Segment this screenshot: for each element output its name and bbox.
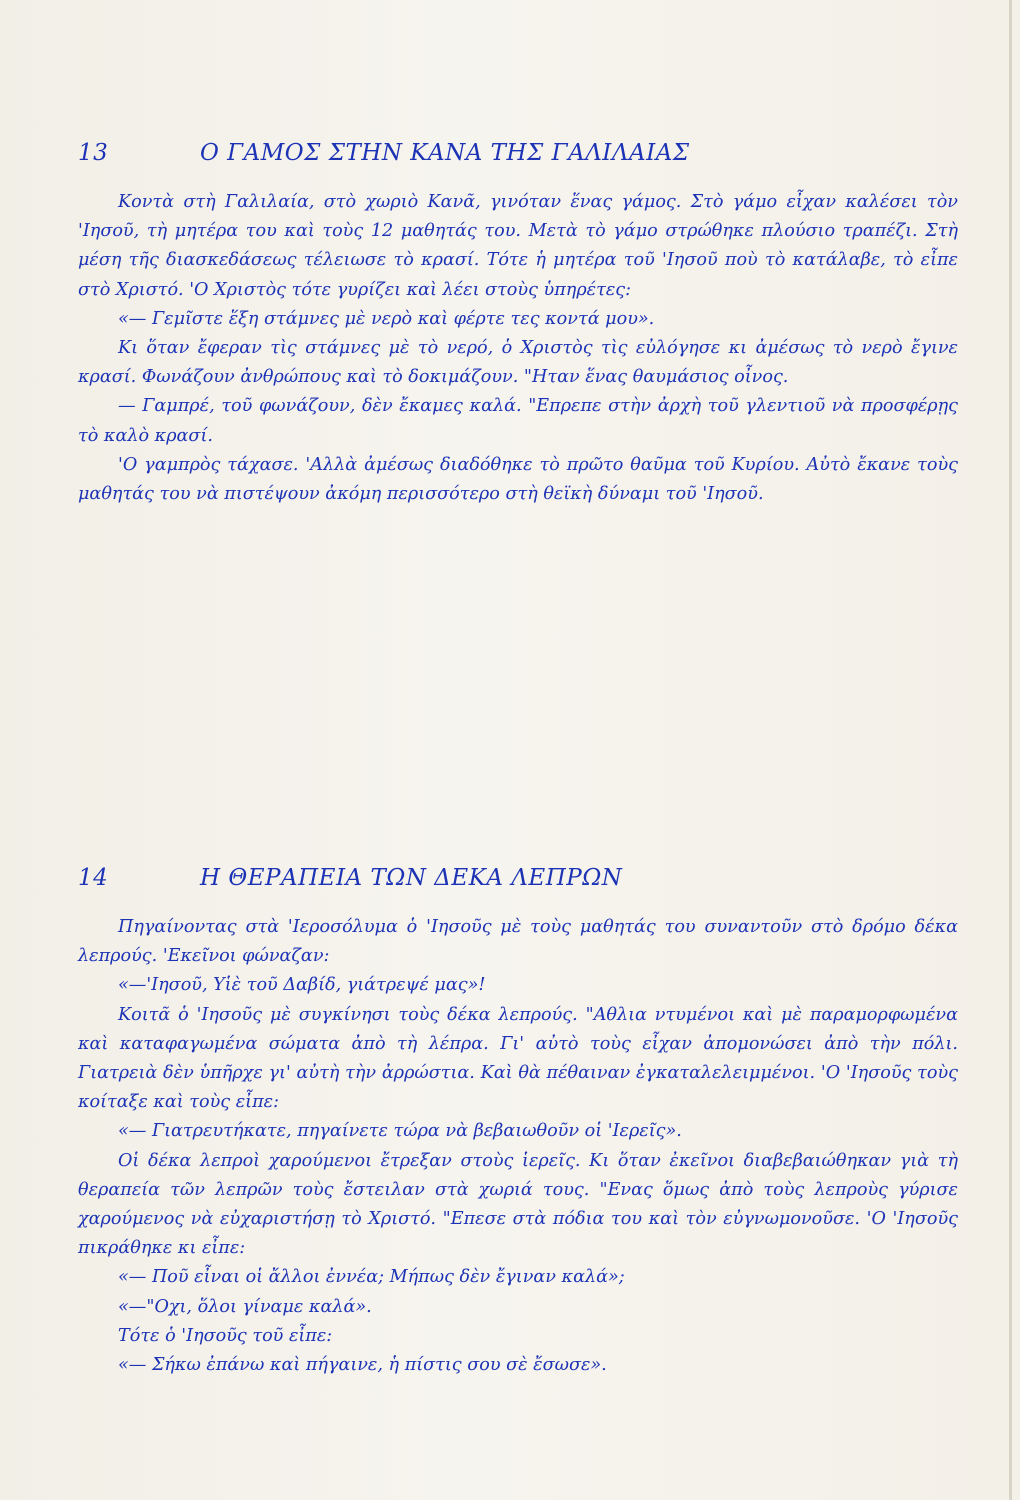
paragraph: «—"Οχι, ὅλοι γίναμε καλά». — [118, 1296, 372, 1317]
paragraph: Πηγαίνοντας στὰ 'Ιεροσόλυμα ὁ 'Ιησοῦς μὲ τοὺς μαθητάς του συναντοῦν στὸ δρόμο δέκα λεπρούς. 'Εκεῖνοι φώναζαν: — [78, 917, 958, 967]
page-edge — [1009, 0, 1012, 1500]
section-heading — [78, 865, 958, 905]
paragraph: «— Γιατρευτήκατε, πηγαίνετε τώρα νὰ βεβαιωθοῦν οἱ 'Ιερεῖς». — [118, 1121, 682, 1142]
paragraph: — Γαμπρέ, τοῦ φωνάζουν, δὲν ἔκαμες καλά. "Επρεπε στὴν ἀρχὴ τοῦ γλεντιοῦ νὰ προσφέρῃς τὸ καλὸ κρασί. — [78, 396, 958, 446]
paragraph: 'Ο γαμπρὸς τάχασε. 'Αλλὰ ἀμέσως διαδόθηκε τὸ πρῶτο θαῦμα τοῦ Κυρίου. Αὐτὸ ἔκανε τοὺς μαθητάς του νὰ πιστέψουν ἀκόμη περισσότερο στὴ θεϊκὴ δύναμι τοῦ 'Ιησοῦ. — [78, 454, 958, 505]
paragraph: «— Σήκω ἐπάνω καὶ πήγαινε, ἡ πίστις σου σὲ ἔσωσε». — [118, 1355, 607, 1376]
section-title: Ο ΓΑΜΟΣ ΣΤΗΝ ΚΑΝΑ ΤΗΣ ΓΑΛΙΛΑΙΑΣ — [200, 140, 690, 166]
paragraph: «— Γεμῖστε ἕξη στάμνες μὲ νερὸ καὶ φέρτε τες κοντά μου». — [118, 308, 655, 329]
section-number: 13 — [78, 140, 109, 166]
paragraph: Κοιτᾶ ὁ 'Ιησοῦς μὲ συγκίνησι τοὺς δέκα λεπρούς. "Αθλια ντυμένοι καὶ μὲ παραμορφωμένα καὶ καταφαγωμένα σώματα ἀπὸ τὴ λέπρα. Γι' αὐτὸ τοὺς εἶχαν ἀπομονώσει ἀπὸ τὴν πόλι. Γιατρειὰ δὲν ὑπῆρχε γι' αὐτὴ τὴν ἀρρώστια. Καὶ θὰ πέθαιναν ἐγκαταλελειμμένοι. 'Ο 'Ιησοῦς τοὺς κοίταξε καὶ τοὺς εἶπε: — [78, 1004, 958, 1113]
paragraph: Τότε ὁ 'Ιησοῦς τοῦ εἶπε: — [118, 1325, 333, 1346]
section-body — [78, 913, 958, 1380]
section-ten-lepers — [78, 865, 958, 1380]
paragraph: Οἱ δέκα λεπροὶ χαρούμενοι ἔτρεξαν στοὺς ἱερεῖς. Κι ὅταν ἐκεῖνοι διαβεβαιώθηκαν γιὰ τὴ θεραπεία τῶν λεπρῶν τοὺς ἔστειλαν στὰ χωριά τους. "Ενας ὅμως ἀπὸ τοὺς λεπροὺς γύρισε χαρούμενος νὰ εὐχαριστήσῃ τὸ Χριστό. "Επεσε στὰ πόδια του καὶ τὸν εὐγνωμονοῦσε. 'Ο 'Ιησοῦς πικράθηκε κι εἶπε: — [78, 1150, 958, 1259]
paragraph: «— Ποῦ εἶναι οἱ ἄλλοι ἐννέα; Μήπως δὲν ἔγιναν καλά»; — [118, 1267, 625, 1288]
section-body — [78, 188, 958, 509]
section-heading — [78, 140, 958, 180]
paragraph: Κοντὰ στὴ Γαλιλαία, στὸ χωριὸ Κανᾶ, γινόταν ἕνας γάμος. Στὸ γάμο εἶχαν καλέσει τὸν 'Ιησοῦ, τὴ μητέρα του καὶ τοὺς 12 μαθητάς του. Μετὰ τὸ γάμο στρώθηκε πλούσιο τραπέζι. Στὴ μέση τῆς διασκεδάσεως τέλειωσε τὸ κρασί. Τότε ἡ μητέρα τοῦ 'Ιησοῦ ποὺ τὸ κατάλαβε, τὸ εἶπε στὸ Χριστό. 'Ο Χριστὸς τότε γυρίζει καὶ λέει στοὺς ὑπηρέτες: — [78, 192, 958, 300]
paragraph: Κι ὅταν ἔφεραν τὶς στάμνες μὲ τὸ νερό, ὁ Χριστὸς τὶς εὐλόγησε κι ἀμέσως τὸ νερὸ ἔγινε κρασί. Φωνάζουν ἀνθρώπους καὶ τὸ δοκιμάζουν. "Ηταν ἕνας θαυμάσιος οἶνος. — [78, 338, 958, 388]
paragraph: «—'Ιησοῦ, Υἱὲ τοῦ Δαβίδ, γιάτρεψέ μας»! — [118, 975, 486, 996]
section-title: Η ΘΕΡΑΠΕΙΑ ΤΩΝ ΔΕΚΑ ΛΕΠΡΩΝ — [200, 865, 623, 891]
section-number: 14 — [78, 865, 109, 891]
section-wedding-at-cana — [78, 140, 958, 509]
